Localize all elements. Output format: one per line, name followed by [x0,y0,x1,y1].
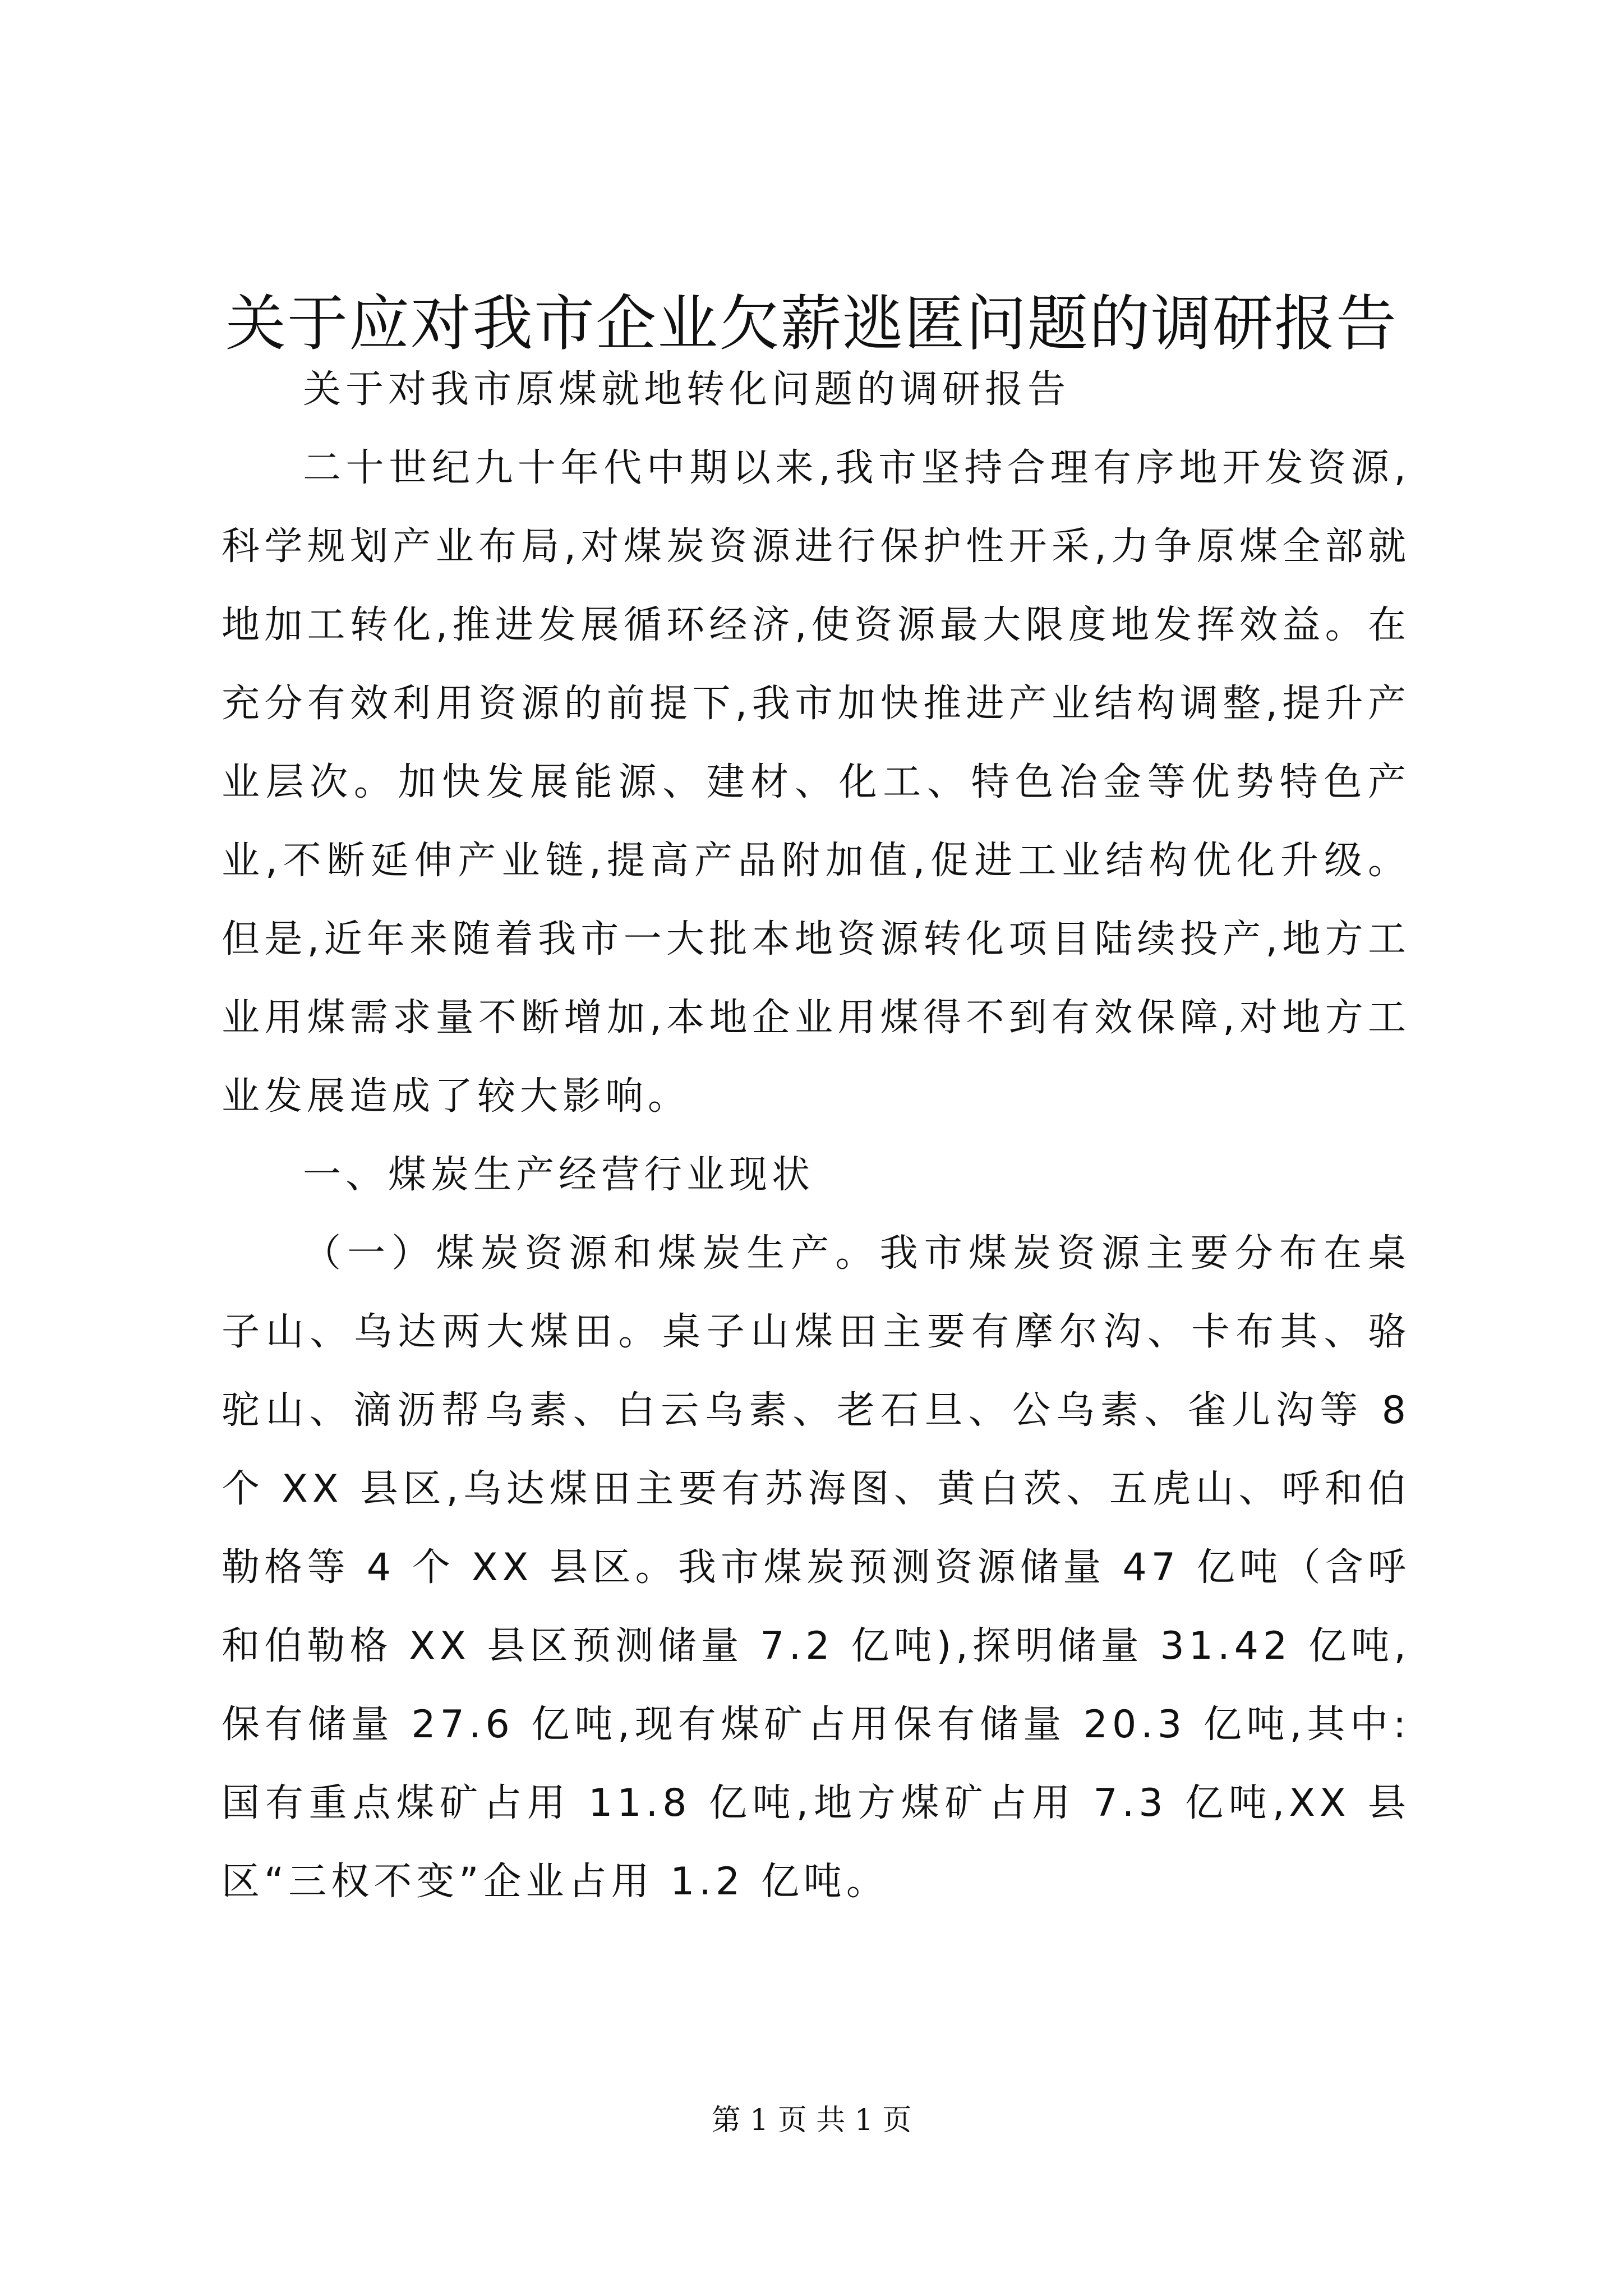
intro-paragraph: 二十世纪九十年代中期以来,我市坚持合理有序地开发资源,科学规划产业布局,对煤炭资源进行保护性开采,力争原煤全部就地加工转化,推进发展循环经济,使资源最大限度地发挥效益。在充分有效利用资源的前提下,我市加快推进产业结构调整,提升产业层次。加快发展能源、建材、化工、特色冶金等优势特色产业,不断延伸产业链,提高产品附加值,促进工业结构优化升级。但是,近年来随着我市一大批本地资源转化项目陆续投产,地方工业用煤需求量不断增加,本地企业用煤得不到有效保障,对地方工业发展造成了较大影响。 [222,446,1410,1119]
section-heading: 一、煤炭生产经营行业现状 [303,1153,815,1197]
subtitle-paragraph: 关于对我市原煤就地转化问题的调研报告 [303,367,1071,412]
coal-resources-paragraph: （一）煤炭资源和煤炭生产。我市煤炭资源主要分布在桌子山、乌达两大煤田。桌子山煤田主要有摩尔沟、卡布其、骆驼山、滴沥帮乌素、白云乌素、老石旦、公乌素、雀儿沟等 8 个 XX 县区,乌达煤田主要有苏海图、黄白茨、五虎山、呼和伯勒格等 4 个 XX 县区。我市煤炭预测资源储量 47 亿吨（含呼和伯勒格 XX 县区预测储量 7.2 亿吨),探明储量 31.42 亿吨,保有储量 27.6 亿吨,现有煤矿占用保有储量 20.3 亿吨,其中:国有重点煤矿占用 11.8 亿吨,地方煤矿占用 7.3 亿吨,XX 县区“三权不变”企业占用 1.2 亿吨。 [222,1231,1410,1904]
document-body [222,351,1410,1921]
page-footer: 第 1 页 共 1 页 [711,2104,912,2137]
document-title: 关于应对我市企业欠薪逃匿问题的调研报告 [225,289,1398,359]
